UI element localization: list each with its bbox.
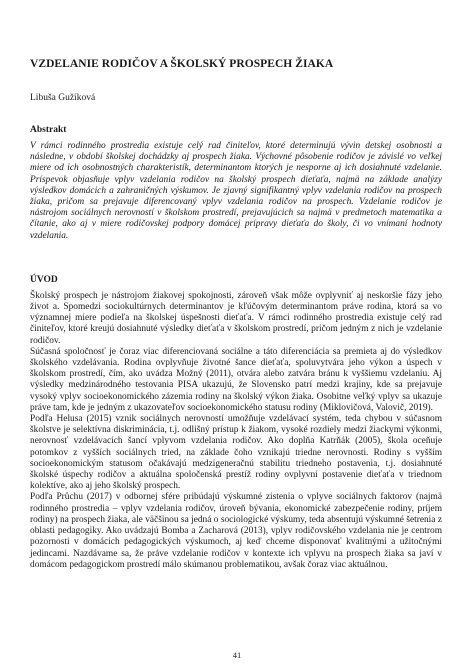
- paragraph: Podľa Helusa (2015) vznik sociálnych nerovností umožňuje vzdelávací systém, teda chybou v súčasnom školstve je selektívna diskriminácia, t.j. odlišný prístup k žiakom, vysoké rozdiely medzi žiackymi výkonmi, nerovnosť vzdelávacích šancí vplyvom vzdelania rodičov. Ako doplňa Katrňák (2005), škola oceňuje potomkov z vyšších sociálnych tried, na základe čoho vznikajú triedne nerovnosti. Rodiny s vyšším socioekonomickým statusom očakávajú medzigeneračnú stabilitu triedneho postavenia, t.j. dosiahnuté školské úspechy rodičov a aktuálna spoločenská prestíž rodiny ovplyvní postavenie dieťaťa v triednom kolektíve, ako aj jeho školský prospech.: [30, 414, 442, 492]
- intro-text: [30, 291, 442, 571]
- paragraph: Školský prospech je nástrojom žiakovej spokojnosti, zároveň však môže ovplyvniť aj neskoršie fázy jeho život a. Spomedzi sociokultúrnych determinantov je kľúčovým determinantom práve rodina, ktorá sa vo významnej miere podieľa na školskej úspešnosti dieťaťa. V rámci rodinného prostredia existuje celý rad činiteľov, ktoré kreujú dosiahnuté výsledky dieťaťa v školskom prostredí, pričom jedným z nich je vzdelanie rodičov.: [30, 290, 442, 346]
- page-number: 41: [232, 650, 242, 660]
- article-title: VZDELANIE RODIČOV A ŠKOLSKÝ PROSPECH ŽIAKA: [30, 58, 334, 70]
- article-body: [30, 58, 442, 571]
- paragraph: Podľa Průchu (2017) v odbornej sfére pribúdajú výskumné zistenia o vplyve sociálnych faktorov (najmä rodinného prostredia – vplyv vzdelania rodičov, úroveň bývania, ekonomické zabezpečenie rodiny, príjem rodiny) na prospech žiaka, ale väčšinou sa jedná o sociologické výskumy, teda absentujú výskumné šetrenia z oblasti pedagogiky. Ako uvádzajú Bomba a Zacharová (2013), vplyv rodičovského vzdelania nie je centrom pozornosti v domácich pedagogických výskumoch, aj keď chceme disponovať kvalitnými a užitočnými jedincami. Nazdávame sa, že práve vzdelanie rodičov v kontexte ich vplyvu na prospech žiaka sa javí v domácom pedagogickom prostredí málo skúmanou problematikou, avšak čoraz viac aktuálnou.: [30, 492, 442, 570]
- abstract-text: V rámci rodinného prostredia existuje celý rad činiteľov, ktoré determinujú vývin detskej osobnosti a následne, v období školskej dochádzky aj prospech žiaka. Výchovné pôsobenie rodičov je závislé vo veľkej miere od ich osobnostných charakteristík, determinantom ktorých je nesporne aj ich dosiahnuté vzdelanie. Príspevok objasňuje vplyv vzdelania rodičov na školský prospech dieťaťa, najmä na základe analýzy výsledkov domácich a zahraničných výskumov. Je zjavný signifikantný vplyv vzdelania rodičov na prospech žiaka, pričom sa prejavuje diferencovaný vplyv vzdelania rodičov na prospech. Vzdelanie rodičov je nástrojom sociálnych nerovností v školskom prostredí, prejavujúcich sa najmä v predmetoch matematika a čítanie, ako aj v miere rodičovskej podpory domácej prípravy dieťaťa do školy, či vo vnímaní hodnoty vzdelania.: [30, 141, 442, 241]
- abstract-heading: Abstrakt: [30, 125, 67, 135]
- paragraph: Súčasná spoločnosť je čoraz viac diferenciovaná sociálne a táto diferenciácia sa premieta aj do výsledkov školského vzdelávania. Rodina ovplyvňuje životné šance dieťaťa, spoluvytvára jeho výkon a úspech v školskom prostredí, čím, ako uvádza Možný (2011), otvára alebo zatvára bránu k vyššiemu vzdelaniu. Aj výsledky medzinárodného testovania PISA ukazujú, že Slovensko patrí medzi krajiny, kde sa prejavuje vysoký vplyv socioekonomického zázemia rodiny na školský výkon žiaka. Osobitne veľký vplyv sa ukazuje práve tam, kde je jedným z ukazovateľov socioekonomického statusu rodiny (Miklovičová, Valovič, 2019).: [30, 346, 442, 413]
- author-name: Libuša Gužíková: [30, 93, 96, 103]
- section-heading-intro: ÚVOD: [30, 274, 58, 285]
